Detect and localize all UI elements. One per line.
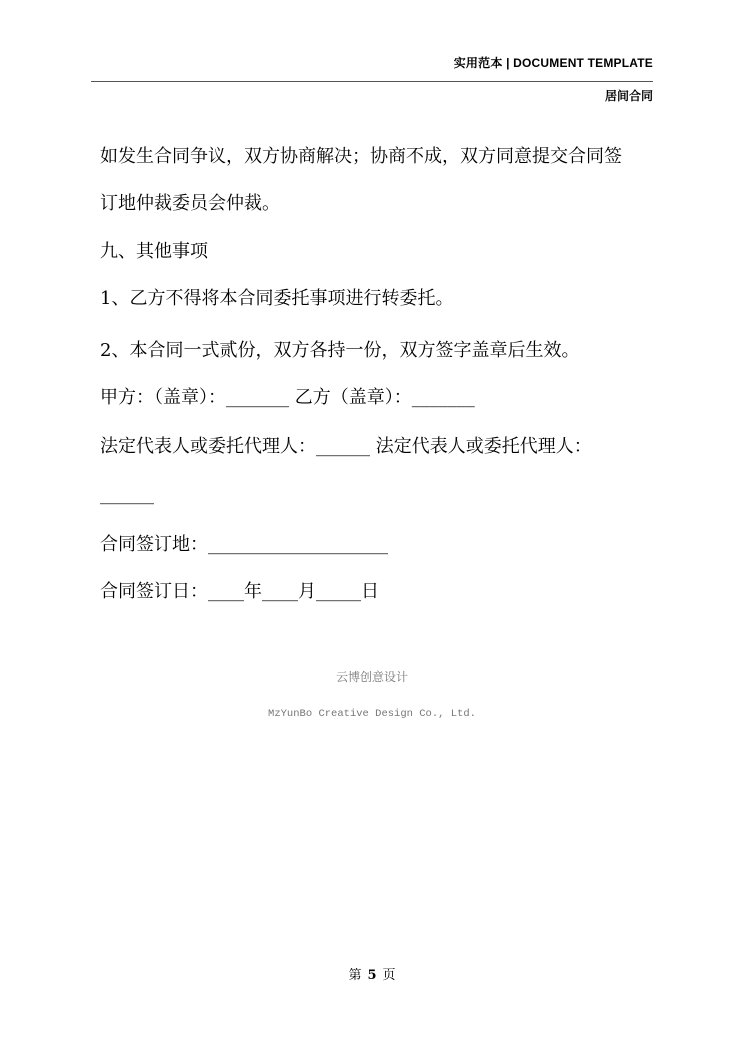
footer-company-en: MzYunBo Creative Design Co., Ltd. — [268, 708, 476, 720]
signing-date-line: 合同签订日：____年____月_____日 — [100, 581, 379, 602]
page-number — [0, 964, 744, 983]
document-header-label: 实用范本 | DOCUMENT TEMPLATE — [453, 56, 653, 70]
representative-blank: ______ — [100, 484, 154, 505]
page-number-value: 5 — [367, 968, 377, 983]
seal-line: 甲方：（盖章）：_______ 乙方（盖章）：_______ — [100, 387, 475, 408]
clause-item-2: 2、本合同一式贰份，双方各持一份，双方签字盖章后生效。 — [100, 340, 580, 361]
dispute-clause-line-1: 如发生合同争议，双方协商解决；协商不成，双方同意提交合同签 — [100, 146, 622, 167]
footer-company-cn: 云博创意设计 — [335, 670, 408, 684]
page-number-suffix: 页 — [382, 968, 396, 983]
clause-item-1: 1、乙方不得将本合同委托事项进行转委托。 — [100, 288, 454, 309]
representative-line: 法定代表人或委托代理人：______ 法定代表人或委托代理人： — [100, 436, 592, 457]
page-number-prefix: 第 — [348, 968, 362, 983]
dispute-clause-line-2: 订地仲裁委员会仲裁。 — [100, 193, 280, 214]
header-divider — [91, 81, 653, 82]
signing-place-line: 合同签订地：____________________ — [100, 534, 388, 555]
section-heading-other-matters: 九、其他事项 — [100, 241, 208, 262]
document-type-title: 居间合同 — [604, 89, 653, 103]
